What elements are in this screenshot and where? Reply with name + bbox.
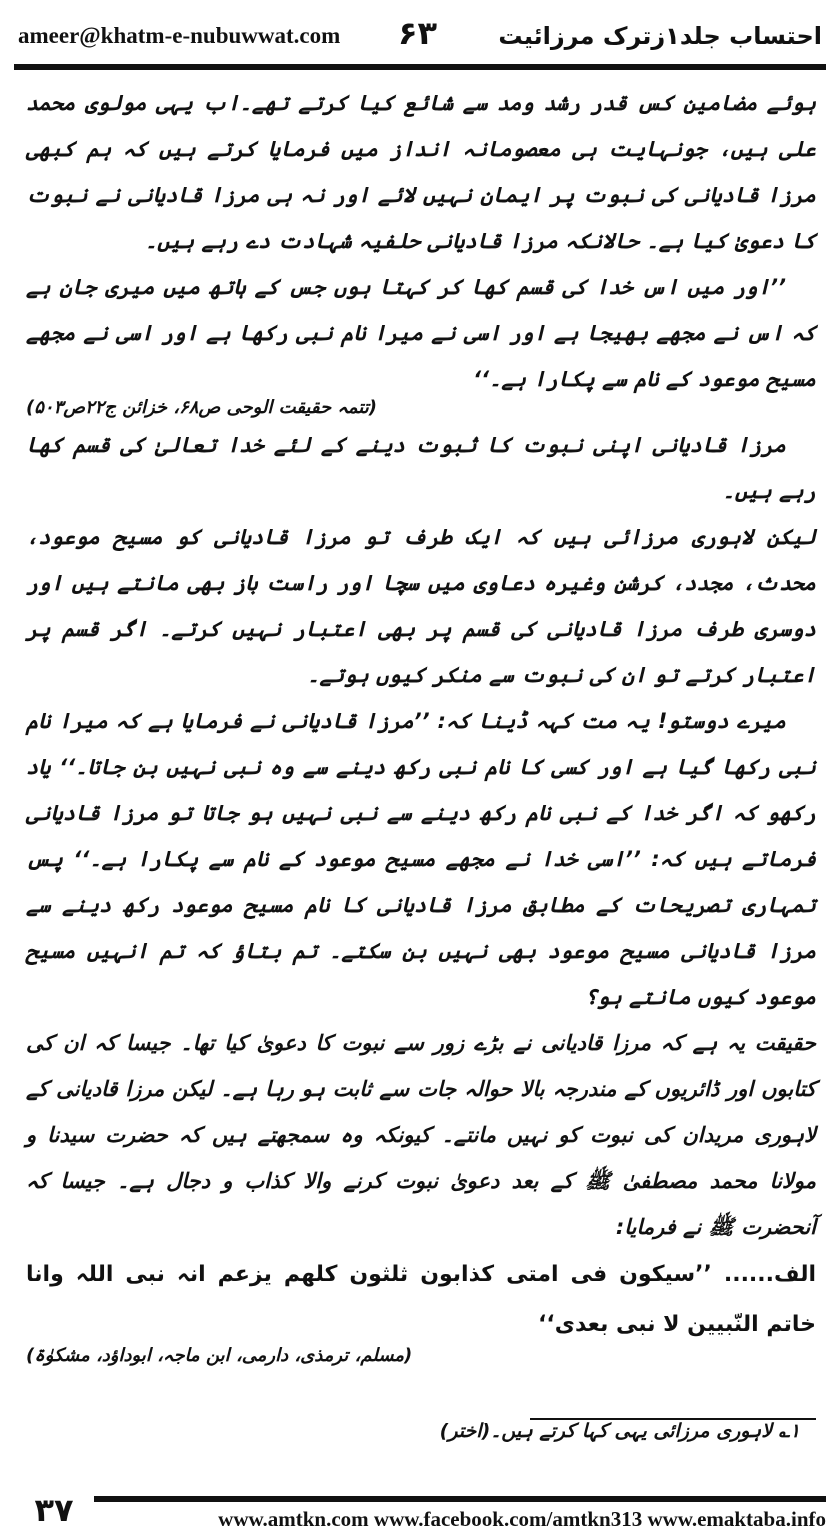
quote-1: ’’اور میں اس خدا کی قسم کھا کر کہتا ہوں جس کے ہاتھ میں میری جان ہے کہ اس نے مجھے بھیجا ہے اور اسی نے میرا نام نبی رکھا ہے اور اسی نے مجھے مسیح موعود کے نام سے پکارا ہے۔‘‘ [26,275,816,391]
header-page-number: ۶۳ [398,14,438,52]
paragraph-1: ہوئے مضامین کس قدر رشد ومد سے شائع کیا کرتے تھے۔اب یہی مولوی محمد علی ہیں، جونہایت ہی معصومانہ انداز میں فرمایا کرتے ہیں کہ ہم کبھی مرزا قادیانی کی نبوت پر ایمان نہیں لائے اور نہ ہی مرزا قادیانی نے نبوت کا دعویٰ کیا ہے۔ حالانکہ مرزا قادیانی حلفیہ شہادت دے رہے ہیں۔ [26,91,816,253]
footer-links-block [94,1496,826,1532]
paragraph-2: مرزا قادیانی اپنی نبوت کا ثبوت دینے کے لئے خدا تعالیٰ کی قسم کھا رہے ہیں۔ [26,433,816,503]
paragraph-3: لیکن لاہوری مرزائی ہیں کہ ایک طرف تو مرزا قادیانی کو مسیح موعود، محدث، مجدد، کرشن وغیرہ دعاوی میں سچا اور راست باز بھی مانتے ہیں اور دوسری طرف مرزا قادیانی کی قسم پر بھی اعتبار نہیں کرتے۔ اگر قسم پر اعتبار کرتے تو ان کی نبوت سے منکر کیوں ہوتے۔ [26,525,816,687]
paragraph-4: میرے دوستو! یہ مت کہہ ڈینا کہ: ’’مرزا قادیانی نے فرمایا ہے کہ میرا نام نبی رکھا گیا ہے اور کسی کا نام نبی رکھ دینے سے وہ نبی نہیں بن جاتا۔‘‘ یاد رکھو کہ اگر خدا کے نبی نام رکھ دینے سے نبی نہیں ہو جاتا تو مرزا قادیانی فرماتے ہیں کہ: ’’اسی خدا نے مجھے مسیح موعود کے نام سے پکارا ہے۔‘‘ پس تمہاری تصریحات کے مطابق مرزا قادیانی کا نام مسیح موعود رکھ دینے سے مرزا قادیانی مسیح موعود بھی نہیں بن سکتے۔ تم بتاؤ کہ تم انہیں مسیح موعود کیوں مانتے ہو؟ [26,709,816,1009]
footnote: ۱؎ لاہوری مرزائی یہی کہا کرتے ہیں۔(اختر) [439,1420,800,1442]
footer-rule [94,1496,826,1502]
footer-links: www.amtkn.com www.facebook.com/amtkn313 www.emaktaba.info [218,1507,826,1531]
header-book-title: احتساب جلد۱زترک مرزائیت [498,22,822,50]
hadith-reference: (مسلم، ترمذی، دارمی، ابن ماجہ، ابوداؤد، مشکوٰۃ) [26,1345,413,1366]
quote-1-reference: (تتمہ حقیقت الوحی ص۶۸، خزائن ج۲۲ص۵۰۳) [26,397,377,418]
page-body [26,80,816,1370]
page-footer [14,1488,826,1532]
paragraph-5: حقیقت یہ ہے کہ مرزا قادیانی نے بڑے زور سے نبوت کا دعویٰ کیا تھا۔ جیسا کہ ان کی کتابوں اور ڈائریوں کے مندرجہ بالا حوالہ جات سے ثابت ہو رہا ہے۔ لیکن مرزا قادیانی کے لاہوری مریدان کی نبوت کو نہیں مانتے۔ کیونکہ وہ سمجھتے ہیں کہ حضرت سیدنا و مولانا محمد مصطفیٰ ﷺ کے بعد دعویٰ نبوت کرنے والا کذاب و دجال ہے۔ جیسا کہ آنحضرت ﷺ نے فرمایا: [26,1031,816,1239]
page-header [18,14,822,58]
hadith-text: الف...... ’’سیکون فی امتی کذابون ثلثون کلھم یزعم انہ نبی اللہ وانا خاتم النّبیین لا نبی بعدی‘‘ [26,1262,816,1337]
header-email: ameer@khatm-e-nubuwwat.com [18,23,341,48]
header-rule [14,64,826,70]
footer-page-number: ۳۷ [34,1491,74,1529]
